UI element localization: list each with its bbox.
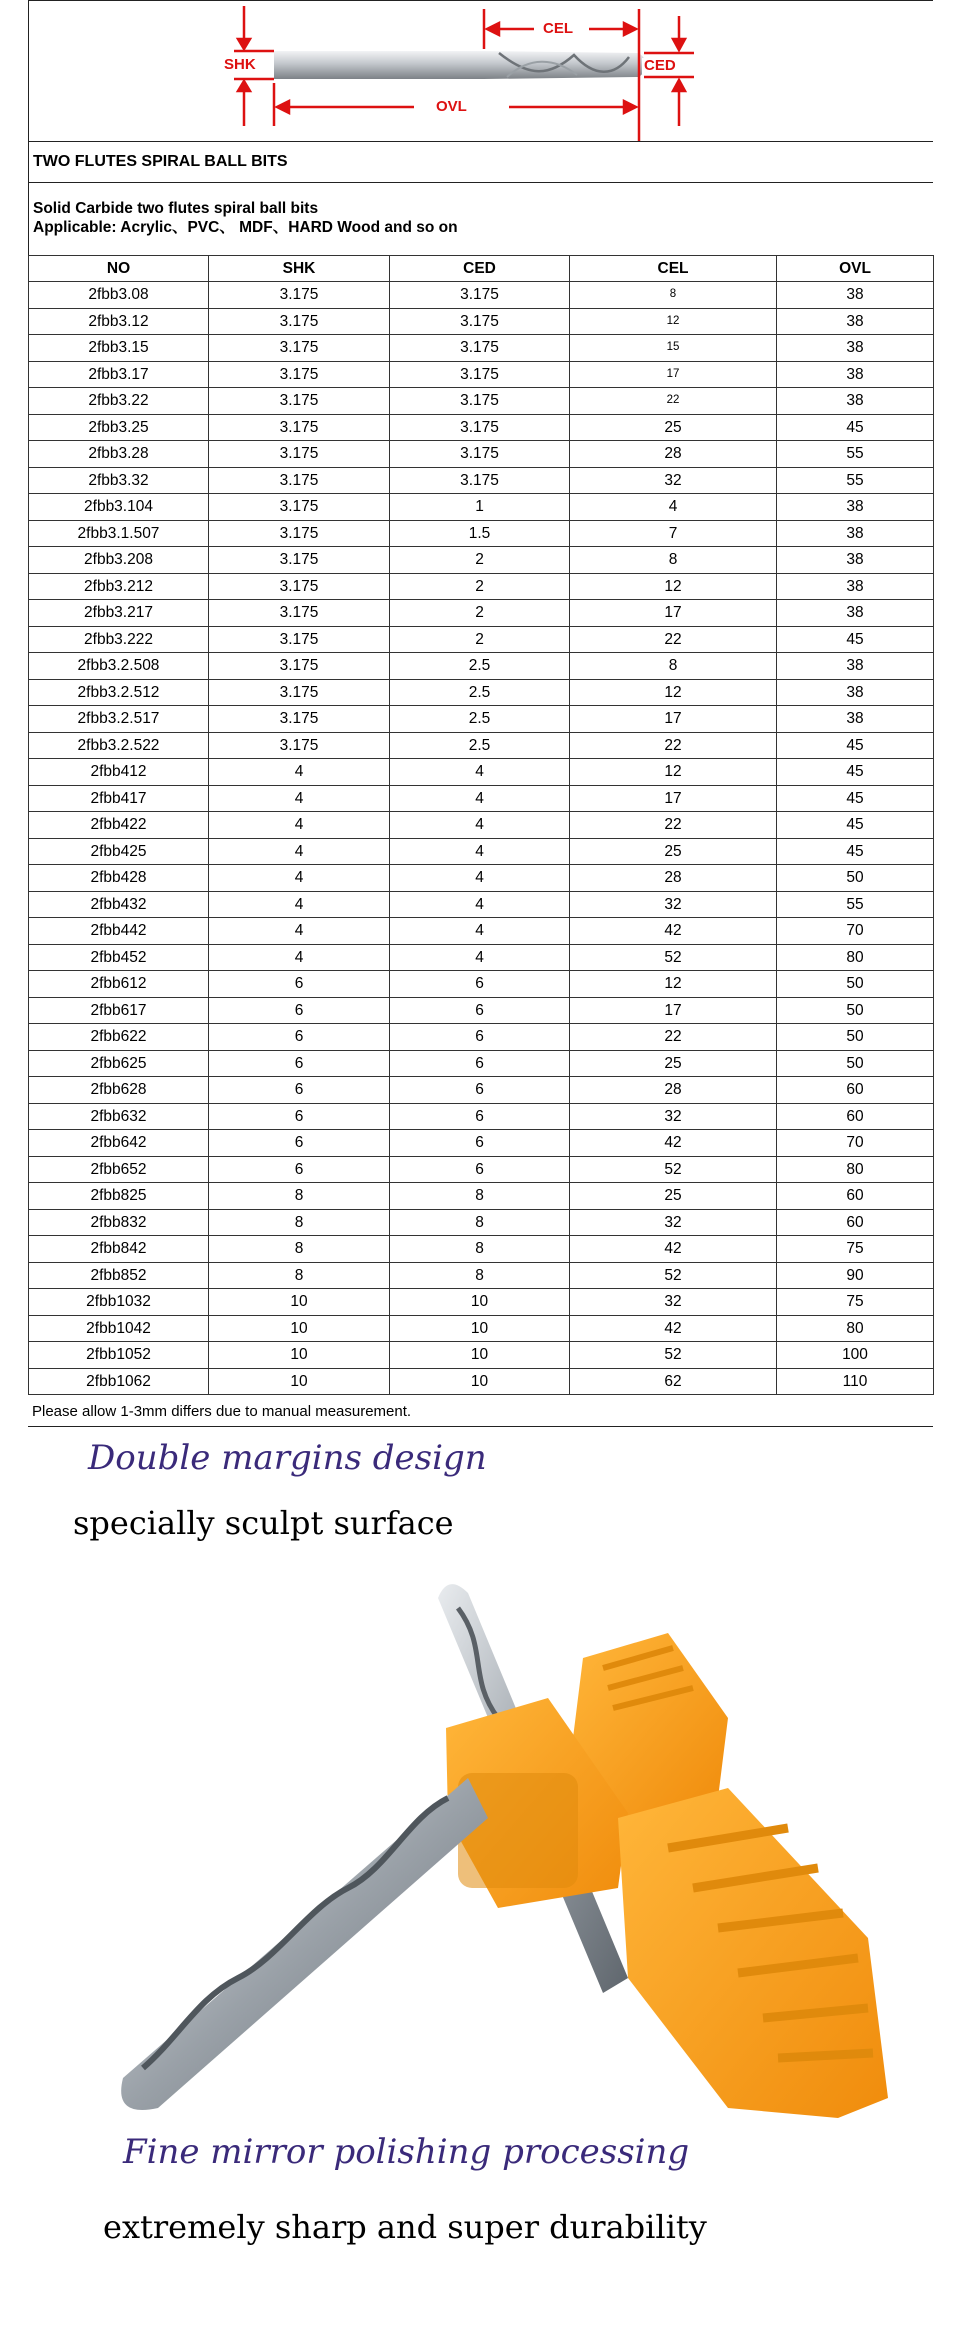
table-cell-ced: 6 <box>390 1077 570 1104</box>
table-row <box>29 1368 934 1395</box>
table-cell-cel: 8 <box>570 282 777 309</box>
table-cell-cel: 52 <box>570 944 777 971</box>
table-body <box>29 282 934 1395</box>
caption-double-margins: Double margins design <box>88 1438 487 1478</box>
table-row <box>29 573 934 600</box>
table-cell-cel: 22 <box>570 812 777 839</box>
table-cell-ced: 2 <box>390 626 570 653</box>
table-cell-shk: 3.175 <box>209 706 390 733</box>
table-cell-ovl: 38 <box>777 653 934 680</box>
table-row <box>29 388 934 415</box>
table-cell-ovl: 45 <box>777 759 934 786</box>
table-cell-ced: 2.5 <box>390 732 570 759</box>
table-cell-no: 2fbb3.12 <box>29 308 209 335</box>
table-cell-no: 2fbb1042 <box>29 1315 209 1342</box>
table-cell-ced: 8 <box>390 1236 570 1263</box>
table-cell-no: 2fbb1062 <box>29 1368 209 1395</box>
table-cell-cel: 42 <box>570 918 777 945</box>
table-cell-ced: 6 <box>390 971 570 998</box>
table-cell-shk: 3.175 <box>209 653 390 680</box>
table-cell-ced: 4 <box>390 944 570 971</box>
table-cell-shk: 6 <box>209 1103 390 1130</box>
table-cell-ovl: 50 <box>777 997 934 1024</box>
table-cell-ovl: 100 <box>777 1342 934 1369</box>
table-row <box>29 600 934 627</box>
table-cell-cel: 32 <box>570 1103 777 1130</box>
table-cell-cel: 17 <box>570 361 777 388</box>
table-cell-ovl: 50 <box>777 865 934 892</box>
table-cell-ovl: 38 <box>777 335 934 362</box>
table-cell-ovl: 55 <box>777 891 934 918</box>
table-cell-ovl: 75 <box>777 1236 934 1263</box>
table-cell-ovl: 38 <box>777 679 934 706</box>
table-cell-no: 2fbb417 <box>29 785 209 812</box>
table-cell-shk: 3.175 <box>209 335 390 362</box>
table-cell-ovl: 60 <box>777 1209 934 1236</box>
table-cell-no: 2fbb428 <box>29 865 209 892</box>
table-cell-shk: 3.175 <box>209 732 390 759</box>
table-cell-shk: 8 <box>209 1183 390 1210</box>
ovl-label: OVL <box>436 98 467 115</box>
table-row <box>29 1209 934 1236</box>
table-cell-cel: 12 <box>570 573 777 600</box>
table-row <box>29 1289 934 1316</box>
table-cell-ovl: 45 <box>777 626 934 653</box>
product-illustration <box>28 1418 933 2331</box>
table-row <box>29 1315 934 1342</box>
table-cell-no: 2fbb1052 <box>29 1342 209 1369</box>
table-cell-no: 2fbb3.208 <box>29 547 209 574</box>
table-cell-cel: 4 <box>570 494 777 521</box>
table-cell-ovl: 60 <box>777 1103 934 1130</box>
table-cell-shk: 8 <box>209 1262 390 1289</box>
table-cell-ovl: 80 <box>777 944 934 971</box>
table-cell-shk: 6 <box>209 1156 390 1183</box>
table-cell-ced: 8 <box>390 1183 570 1210</box>
table-cell-ovl: 55 <box>777 441 934 468</box>
table-cell-cel: 52 <box>570 1342 777 1369</box>
table-cell-ced: 2 <box>390 573 570 600</box>
table-cell-shk: 3.175 <box>209 679 390 706</box>
table-cell-cel: 8 <box>570 547 777 574</box>
table-row <box>29 1236 934 1263</box>
table-cell-ovl: 38 <box>777 600 934 627</box>
table-row <box>29 467 934 494</box>
product-title: TWO FLUTES SPIRAL BALL BITS <box>28 142 933 183</box>
table-cell-ovl: 45 <box>777 414 934 441</box>
table-cell-ced: 1 <box>390 494 570 521</box>
shk-label: SHK <box>224 56 256 73</box>
description-line-1: Solid Carbide two flutes spiral ball bits <box>33 200 319 217</box>
table-cell-no: 2fbb3.217 <box>29 600 209 627</box>
table-cell-cel: 28 <box>570 441 777 468</box>
table-cell-shk: 4 <box>209 891 390 918</box>
table-cell-no: 2fbb617 <box>29 997 209 1024</box>
table-cell-ovl: 70 <box>777 918 934 945</box>
table-cell-shk: 3.175 <box>209 547 390 574</box>
table-cell-ovl: 110 <box>777 1368 934 1395</box>
table-row <box>29 918 934 945</box>
table-cell-no: 2fbb622 <box>29 1024 209 1051</box>
table-cell-ovl: 45 <box>777 785 934 812</box>
table-row <box>29 1262 934 1289</box>
table-cell-ovl: 80 <box>777 1156 934 1183</box>
spec-table <box>28 255 934 1395</box>
table-cell-cel: 12 <box>570 308 777 335</box>
table-cell-ovl: 70 <box>777 1130 934 1157</box>
table-cell-shk: 3.175 <box>209 467 390 494</box>
table-cell-ovl: 45 <box>777 838 934 865</box>
table-cell-shk: 10 <box>209 1289 390 1316</box>
table-cell-cel: 42 <box>570 1236 777 1263</box>
table-cell-ovl: 50 <box>777 971 934 998</box>
table-cell-ced: 2 <box>390 547 570 574</box>
bit-shank <box>274 51 484 79</box>
table-cell-no: 2fbb652 <box>29 1156 209 1183</box>
table-cell-shk: 3.175 <box>209 600 390 627</box>
table-cell-ovl: 38 <box>777 361 934 388</box>
table-cell-ced: 3.175 <box>390 308 570 335</box>
table-row <box>29 865 934 892</box>
table-cell-no: 2fbb3.2.517 <box>29 706 209 733</box>
table-cell-cel: 17 <box>570 997 777 1024</box>
table-cell-cel: 22 <box>570 626 777 653</box>
table-cell-cel: 32 <box>570 467 777 494</box>
table-cell-cel: 17 <box>570 706 777 733</box>
table-cell-no: 2fbb442 <box>29 918 209 945</box>
table-cell-ovl: 38 <box>777 282 934 309</box>
table-cell-ced: 10 <box>390 1368 570 1395</box>
table-cell-shk: 4 <box>209 759 390 786</box>
table-cell-no: 2fbb3.2.508 <box>29 653 209 680</box>
product-photo <box>28 1418 933 2331</box>
ced-label: CED <box>644 57 676 74</box>
table-cell-ovl: 50 <box>777 1050 934 1077</box>
table-cell-ced: 6 <box>390 997 570 1024</box>
table-cell-ced: 10 <box>390 1315 570 1342</box>
table-row <box>29 1050 934 1077</box>
table-cell-cel: 28 <box>570 1077 777 1104</box>
table-row <box>29 414 934 441</box>
table-row <box>29 785 934 812</box>
table-cell-ovl: 38 <box>777 520 934 547</box>
table-row <box>29 732 934 759</box>
table-cell-shk: 6 <box>209 971 390 998</box>
table-cell-ced: 3.175 <box>390 361 570 388</box>
table-cell-ced: 6 <box>390 1103 570 1130</box>
column-header-no: NO <box>29 256 209 282</box>
table-row <box>29 759 934 786</box>
table-cell-ced: 2 <box>390 600 570 627</box>
table-cell-shk: 4 <box>209 918 390 945</box>
table-cell-ovl: 38 <box>777 547 934 574</box>
table-cell-ced: 2.5 <box>390 679 570 706</box>
table-cell-ced: 1.5 <box>390 520 570 547</box>
table-cell-ced: 2.5 <box>390 653 570 680</box>
table-cell-no: 2fbb432 <box>29 891 209 918</box>
table-cell-ced: 4 <box>390 812 570 839</box>
table-row <box>29 891 934 918</box>
table-cell-ced: 4 <box>390 759 570 786</box>
table-cell-ced: 8 <box>390 1262 570 1289</box>
table-cell-cel: 52 <box>570 1262 777 1289</box>
table-cell-ced: 3.175 <box>390 388 570 415</box>
table-cell-cel: 12 <box>570 759 777 786</box>
table-cell-ovl: 45 <box>777 812 934 839</box>
table-cell-no: 2fbb3.08 <box>29 282 209 309</box>
table-cell-no: 2fbb1032 <box>29 1289 209 1316</box>
table-cell-cel: 25 <box>570 414 777 441</box>
table-cell-cel: 22 <box>570 388 777 415</box>
table-cell-shk: 3.175 <box>209 388 390 415</box>
description-line-2: Applicable: Acrylic、PVC、 MDF、HARD Wood and so on <box>33 219 458 236</box>
table-cell-no: 2fbb452 <box>29 944 209 971</box>
table-cell-no: 2fbb3.2.512 <box>29 679 209 706</box>
table-cell-shk: 3.175 <box>209 414 390 441</box>
table-cell-cel: 28 <box>570 865 777 892</box>
bit-drawing <box>29 1 934 141</box>
table-row <box>29 838 934 865</box>
table-cell-ced: 3.175 <box>390 414 570 441</box>
column-header-cel: CEL <box>570 256 777 282</box>
table-row <box>29 706 934 733</box>
table-cell-shk: 3.175 <box>209 626 390 653</box>
table-row <box>29 1342 934 1369</box>
table-cell-ovl: 38 <box>777 494 934 521</box>
table-cell-no: 2fbb3.222 <box>29 626 209 653</box>
table-cell-cel: 8 <box>570 653 777 680</box>
table-cell-shk: 6 <box>209 1130 390 1157</box>
table-cell-ced: 3.175 <box>390 282 570 309</box>
table-cell-cel: 25 <box>570 838 777 865</box>
table-cell-ovl: 45 <box>777 732 934 759</box>
table-cell-ced: 10 <box>390 1342 570 1369</box>
table-cell-shk: 6 <box>209 1050 390 1077</box>
table-row <box>29 812 934 839</box>
table-cell-no: 2fbb425 <box>29 838 209 865</box>
table-row <box>29 308 934 335</box>
measurement-note: Please allow 1-3mm differs due to manual measurement. <box>28 1395 933 1427</box>
table-cell-shk: 3.175 <box>209 361 390 388</box>
table-cell-ced: 4 <box>390 838 570 865</box>
table-cell-ced: 6 <box>390 1050 570 1077</box>
table-cell-ced: 3.175 <box>390 335 570 362</box>
lower-bit <box>121 1778 488 2110</box>
table-cell-cel: 25 <box>570 1050 777 1077</box>
table-cell-ovl: 50 <box>777 1024 934 1051</box>
table-cell-shk: 10 <box>209 1368 390 1395</box>
table-cell-cel: 17 <box>570 785 777 812</box>
table-cell-shk: 6 <box>209 1024 390 1051</box>
caption-sculpt-surface: specially sculpt surface <box>73 1504 454 1542</box>
table-row <box>29 494 934 521</box>
table-cell-no: 2fbb412 <box>29 759 209 786</box>
table-cell-shk: 8 <box>209 1236 390 1263</box>
table-row <box>29 679 934 706</box>
table-cell-shk: 4 <box>209 944 390 971</box>
table-row <box>29 944 934 971</box>
table-cell-no: 2fbb628 <box>29 1077 209 1104</box>
table-cell-no: 2fbb3.28 <box>29 441 209 468</box>
table-cell-ced: 6 <box>390 1024 570 1051</box>
product-description <box>28 183 933 255</box>
table-row <box>29 653 934 680</box>
table-cell-no: 2fbb832 <box>29 1209 209 1236</box>
table-row <box>29 971 934 998</box>
table-cell-cel: 52 <box>570 1156 777 1183</box>
table-cell-cel: 42 <box>570 1130 777 1157</box>
table-row <box>29 361 934 388</box>
table-cell-cel: 25 <box>570 1183 777 1210</box>
table-cell-ced: 6 <box>390 1130 570 1157</box>
table-row <box>29 997 934 1024</box>
table-cell-no: 2fbb642 <box>29 1130 209 1157</box>
spec-sheet <box>28 0 933 1427</box>
table-cell-no: 2fbb842 <box>29 1236 209 1263</box>
column-header-ovl: OVL <box>777 256 934 282</box>
table-cell-cel: 32 <box>570 1289 777 1316</box>
table-cell-cel: 62 <box>570 1368 777 1395</box>
table-cell-shk: 4 <box>209 785 390 812</box>
table-cell-shk: 6 <box>209 1077 390 1104</box>
cel-label: CEL <box>543 20 573 37</box>
table-cell-no: 2fbb825 <box>29 1183 209 1210</box>
table-cell-shk: 3.175 <box>209 494 390 521</box>
table-row <box>29 626 934 653</box>
table-cell-ced: 10 <box>390 1289 570 1316</box>
table-cell-ovl: 60 <box>777 1183 934 1210</box>
table-cell-shk: 3.175 <box>209 573 390 600</box>
table-cell-no: 2fbb3.22 <box>29 388 209 415</box>
table-cell-cel: 17 <box>570 600 777 627</box>
table-cell-cel: 7 <box>570 520 777 547</box>
table-cell-no: 2fbb852 <box>29 1262 209 1289</box>
table-cell-ovl: 75 <box>777 1289 934 1316</box>
table-cell-no: 2fbb612 <box>29 971 209 998</box>
table-row <box>29 441 934 468</box>
column-header-ced: CED <box>390 256 570 282</box>
table-cell-no: 2fbb3.25 <box>29 414 209 441</box>
table-row <box>29 1183 934 1210</box>
table-cell-ovl: 60 <box>777 1077 934 1104</box>
table-cell-cel: 32 <box>570 891 777 918</box>
table-cell-no: 2fbb625 <box>29 1050 209 1077</box>
table-cell-ced: 2.5 <box>390 706 570 733</box>
table-cell-ced: 4 <box>390 918 570 945</box>
table-cell-ovl: 38 <box>777 706 934 733</box>
table-cell-ovl: 38 <box>777 388 934 415</box>
table-cell-shk: 6 <box>209 997 390 1024</box>
table-cell-cel: 42 <box>570 1315 777 1342</box>
table-cell-shk: 3.175 <box>209 282 390 309</box>
table-cell-shk: 4 <box>209 865 390 892</box>
table-row <box>29 1103 934 1130</box>
table-cell-no: 2fbb3.104 <box>29 494 209 521</box>
table-cell-ovl: 38 <box>777 308 934 335</box>
table-cell-ovl: 55 <box>777 467 934 494</box>
table-row <box>29 335 934 362</box>
table-header-row <box>29 256 934 282</box>
table-cell-shk: 3.175 <box>209 308 390 335</box>
caption-mirror-polishing: Fine mirror polishing processing <box>123 2132 690 2172</box>
table-cell-no: 2fbb3.17 <box>29 361 209 388</box>
table-cell-no: 2fbb3.2.522 <box>29 732 209 759</box>
table-cell-cel: 15 <box>570 335 777 362</box>
table-cell-shk: 10 <box>209 1342 390 1369</box>
dimension-diagram <box>28 0 933 142</box>
table-cell-no: 2fbb422 <box>29 812 209 839</box>
column-header-shk: SHK <box>209 256 390 282</box>
table-cell-ovl: 80 <box>777 1315 934 1342</box>
table-cell-shk: 3.175 <box>209 520 390 547</box>
table-cell-shk: 8 <box>209 1209 390 1236</box>
table-cell-ced: 4 <box>390 891 570 918</box>
table-cell-ced: 4 <box>390 785 570 812</box>
table-cell-shk: 4 <box>209 812 390 839</box>
table-cell-no: 2fbb3.212 <box>29 573 209 600</box>
table-row <box>29 547 934 574</box>
table-cell-shk: 3.175 <box>209 441 390 468</box>
table-cell-shk: 10 <box>209 1315 390 1342</box>
table-cell-ced: 6 <box>390 1156 570 1183</box>
table-cell-ovl: 90 <box>777 1262 934 1289</box>
table-cell-cel: 12 <box>570 971 777 998</box>
table-row <box>29 1024 934 1051</box>
table-cell-ced: 8 <box>390 1209 570 1236</box>
table-cell-no: 2fbb3.32 <box>29 467 209 494</box>
table-cell-shk: 4 <box>209 838 390 865</box>
table-cell-no: 2fbb632 <box>29 1103 209 1130</box>
table-cell-cel: 12 <box>570 679 777 706</box>
table-cell-no: 2fbb3.15 <box>29 335 209 362</box>
table-cell-no: 2fbb3.1.507 <box>29 520 209 547</box>
table-cell-ced: 4 <box>390 865 570 892</box>
table-row <box>29 1077 934 1104</box>
caption-sharp-durability: extremely sharp and super durability <box>103 2208 707 2246</box>
table-cell-ced: 3.175 <box>390 467 570 494</box>
table-row <box>29 1130 934 1157</box>
table-cell-ovl: 38 <box>777 573 934 600</box>
table-row <box>29 520 934 547</box>
table-row <box>29 282 934 309</box>
table-cell-cel: 32 <box>570 1209 777 1236</box>
table-cell-cel: 22 <box>570 732 777 759</box>
table-row <box>29 1156 934 1183</box>
table-cell-ced: 3.175 <box>390 441 570 468</box>
table-cell-cel: 22 <box>570 1024 777 1051</box>
